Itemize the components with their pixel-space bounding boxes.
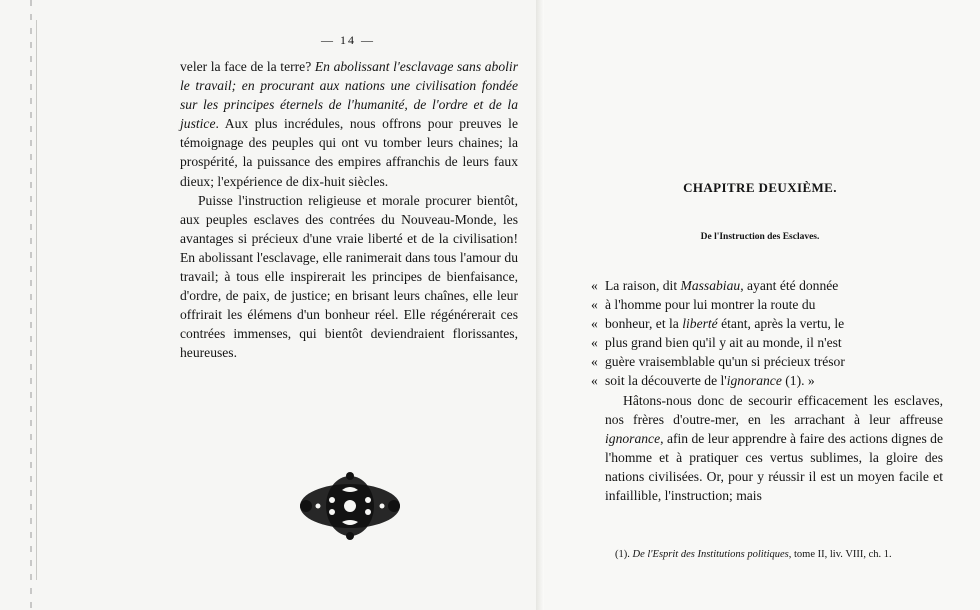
right-text-column bbox=[605, 276, 943, 505]
quote-line: « plus grand bien qu'il y ait au monde, il n'est bbox=[605, 333, 943, 352]
left-text-column bbox=[180, 57, 518, 363]
chapter-title: CHAPITRE DEUXIÈME. bbox=[683, 180, 837, 195]
book-gutter bbox=[536, 0, 544, 610]
quote-line: « bonheur, et la liberté étant, après la vertu, le bbox=[605, 314, 943, 333]
block-quote bbox=[605, 276, 943, 391]
page-edge-line bbox=[36, 20, 37, 580]
paragraph-1: veler la face de la terre? En abolissant l'esclavage sans abolir le travail; en procurant aux nations une civilisation fondée sur les principes éternels de l'humanité, de l'ordre et de la justice. Aux plus incrédules, nous offrons pour preuves le témoignage des peuples qui ont vu tomber leurs chaines; la prospérité, la puissance des empires affranchis de leurs faux dieux; l'expérience de dix-huit siècles. bbox=[180, 59, 518, 189]
page-edge bbox=[30, 0, 32, 610]
page-number: — 14 — bbox=[321, 33, 375, 47]
floral-vignette-icon bbox=[296, 472, 404, 540]
quote-line: « guère vraisemblable qu'un si précieux trésor bbox=[605, 352, 943, 371]
footnote: (1). De l'Esprit des Institutions politiques, tome II, liv. VIII, ch. 1. bbox=[615, 549, 892, 560]
body-paragraph: Hâtons-nous donc de secourir efficacement les esclaves, nos frères d'outre-mer, en les arrachant à leur affreuse ignorance, afin de leur apprendre à faire des actions dignes de l'homme et à pratiquer ces vertus sublimes, la gloire des nations civilisées. Or, pour y réussir il est un moyen facile et infaillible, l'instruction; mais bbox=[605, 392, 943, 504]
quote-line: « soit la découverte de l'ignorance (1). » bbox=[605, 371, 943, 390]
chapter-subtitle: De l'Instruction des Esclaves. bbox=[700, 232, 820, 242]
quote-line: « La raison, dit Massabiau, ayant été donnée bbox=[605, 276, 943, 295]
quote-line: « à l'homme pour lui montrer la route du bbox=[605, 295, 943, 314]
italic-passage: En abolissant l'esclavage sans abolir le travail; en procurant aux nations une civilisation fondée sur les principes éternels de l'humanité, de l'ordre et de la justice bbox=[180, 59, 518, 132]
paragraph-2: Puisse l'instruction religieuse et morale procurer bientôt, aux peuples esclaves des contrées du Nouveau-Monde, les avantages si précieux d'une vraie liberté et de la civilisation! En abolissant l'esclavage, elle ranimerait dans tous l'amour du travail; à tous elle inspirerait les principes de bienfaisance, d'ordre, de paix, de justice; en brisant leurs chaînes, elle leur offrirait les élémens d'un bonheur réel. Elle régénérerait ces contrées immenses, qui bientôt deviendraient florissantes, heureuses. bbox=[180, 192, 518, 361]
